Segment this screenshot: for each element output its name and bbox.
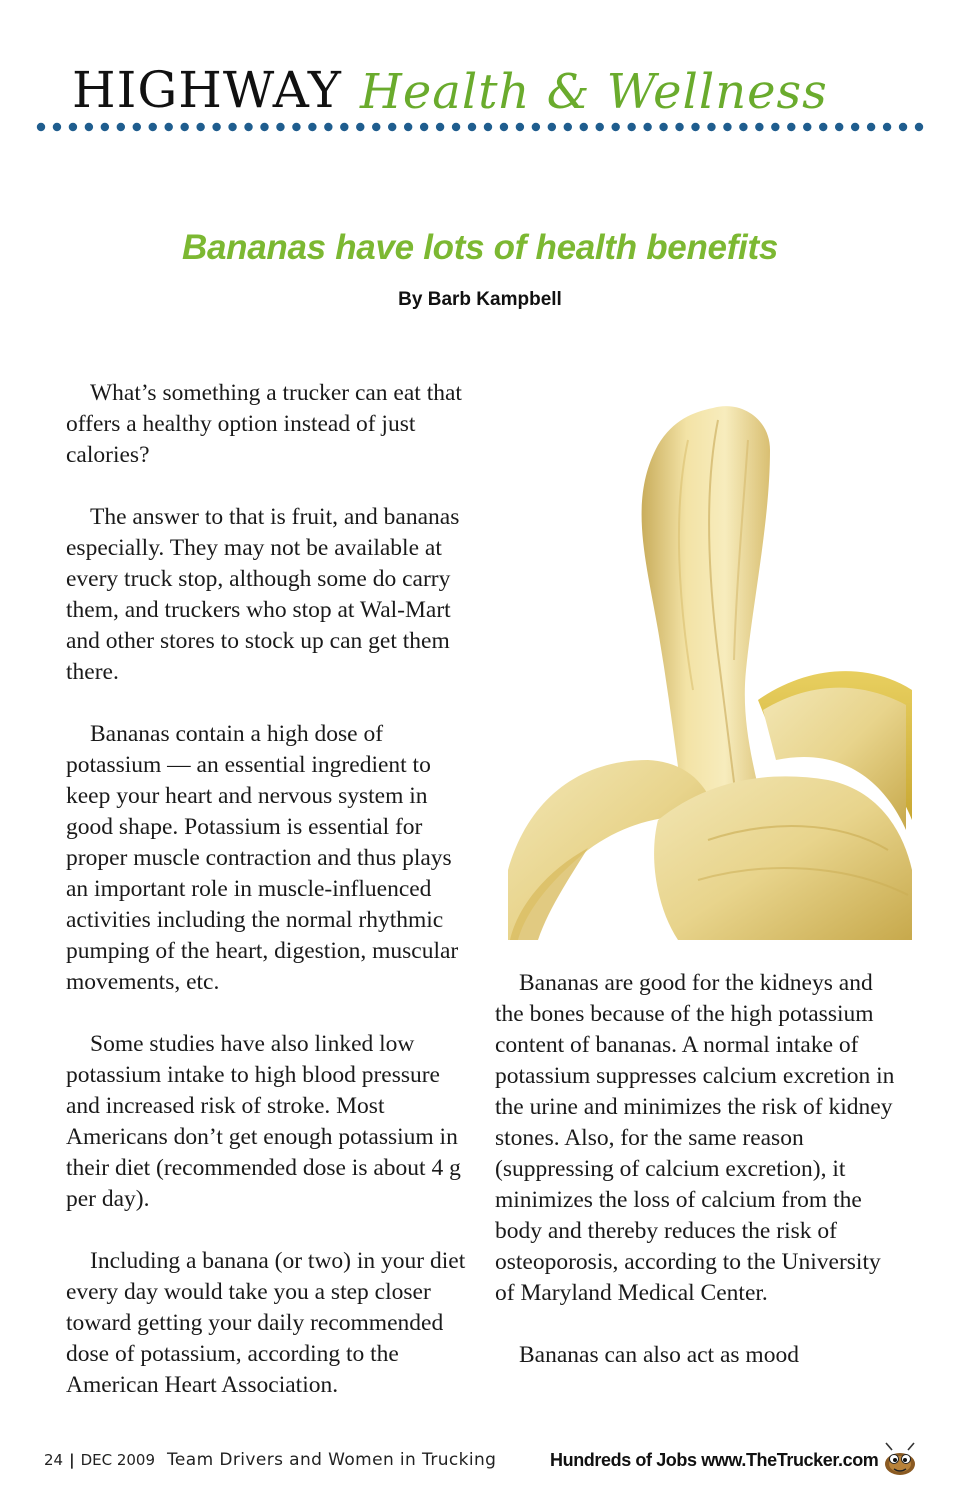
- rule-dot: [627, 123, 635, 131]
- footer-tagline: Hundreds of Jobs www.TheTrucker.com: [550, 1450, 879, 1470]
- rule-dot: [85, 123, 93, 131]
- masthead-highway: HIGHWAY: [72, 61, 342, 119]
- masthead-health-wellness: Health & Wellness: [360, 64, 828, 120]
- rule-dot: [228, 123, 236, 131]
- rule-dot: [53, 123, 61, 131]
- paragraph: Including a banana (or two) in your diet every day would take you a step closer toward getting your daily recommended dose of potassium, according to the American Heart Association.: [66, 1248, 466, 1398]
- masthead: [72, 58, 912, 122]
- article-title: Bananas have lots of health benefits: [181, 228, 778, 267]
- masthead-dot-rule: [36, 121, 924, 133]
- rule-dot: [707, 123, 715, 131]
- rule-dot: [883, 123, 891, 131]
- rule-dot: [404, 123, 412, 131]
- rule-dot: [340, 123, 348, 131]
- rule-dot: [452, 123, 460, 131]
- rule-dot: [548, 123, 556, 131]
- rule-dot: [675, 123, 683, 131]
- rule-dot: [372, 123, 380, 131]
- paragraph: Bananas contain a high dose of potassium — an essential ingredient to keep your heart and nervous system in good shape. Potassium is essential for proper muscle contraction and thus plays an important role in muscle-influenced activities including the normal rhythmic pumping of the heart, digestion, muscular movements, etc.: [66, 721, 459, 995]
- rule-dot: [915, 123, 923, 131]
- rule-dot: [276, 123, 284, 131]
- rule-dot: [516, 123, 524, 131]
- rule-dot: [611, 123, 619, 131]
- rule-dot: [196, 123, 204, 131]
- rule-dot: [596, 123, 604, 131]
- rule-dot: [484, 123, 492, 131]
- bug-mascot-icon: [880, 1442, 920, 1478]
- rule-dot: [420, 123, 428, 131]
- rule-dot: [643, 123, 651, 131]
- rule-dot: [117, 123, 125, 131]
- paragraph: Bananas can also act as mood: [519, 1342, 799, 1368]
- rule-dot: [149, 123, 157, 131]
- rule-dot: [212, 123, 220, 131]
- rule-dot: [308, 123, 316, 131]
- rule-dot: [244, 123, 252, 131]
- paragraph: The answer to that is fruit, and bananas especially. They may not be available at every truck stop, although some do carry them, and truckers who stop at Wal-Mart and other stores to stock up can get them there.: [66, 504, 460, 685]
- rule-dot: [37, 123, 45, 131]
- issue-date: DEC 2009: [80, 1451, 156, 1469]
- rule-dot: [835, 123, 843, 131]
- rule-dot: [899, 123, 907, 131]
- rule-dot: [532, 123, 540, 131]
- rule-dot: [867, 123, 875, 131]
- rule-dot: [292, 123, 300, 131]
- rule-dot: [133, 123, 141, 131]
- paragraph: Bananas are good for the kidneys and the bones because of the high potassium content of bananas. A normal intake of potassium suppresses calcium excretion in the urine and minimizes the risk of kidney stones. Also, for the same reason (suppressing of calcium excretion), it minimizes the loss of calcium from the body and thereby reduces the risk of osteoporosis, according to the University of Maryland Medical Center.: [495, 970, 895, 1306]
- rule-dot: [356, 123, 364, 131]
- publication-name: Team Drivers and Women in Trucking: [167, 1450, 497, 1470]
- page-number: 24: [44, 1451, 64, 1469]
- folio-separator: |: [69, 1451, 75, 1469]
- rule-dot: [803, 123, 811, 131]
- rule-dot: [468, 123, 476, 131]
- rule-dot: [659, 123, 667, 131]
- rule-dot: [787, 123, 795, 131]
- rule-dot: [723, 123, 731, 131]
- rule-dot: [771, 123, 779, 131]
- rule-dot: [819, 123, 827, 131]
- rule-dot: [324, 123, 332, 131]
- rule-dot: [691, 123, 699, 131]
- rule-dot: [260, 123, 268, 131]
- paragraph: What’s something a trucker can eat that offers a healthy option instead of just calories?: [66, 380, 462, 468]
- rule-dot: [436, 123, 444, 131]
- article-column-right: [495, 968, 900, 1371]
- paragraph: Some studies have also linked low potassium intake to high blood pressure and increased risk of stroke. Most Americans don’t get enough potassium in their diet (recommended dose is about 4 g per day).: [66, 1031, 461, 1212]
- rule-dot: [564, 123, 572, 131]
- rule-dot: [388, 123, 396, 131]
- rule-dot: [69, 123, 77, 131]
- rule-dot: [180, 123, 188, 131]
- rule-dot: [755, 123, 763, 131]
- rule-dot: [580, 123, 588, 131]
- footer-folio: [44, 1450, 496, 1470]
- rule-dot: [851, 123, 859, 131]
- rule-dot: [101, 123, 109, 131]
- article-column-left: [66, 378, 471, 1401]
- rule-dot: [165, 123, 173, 131]
- peeled-banana-image: [508, 400, 912, 940]
- article-byline: By Barb Kampbell: [398, 289, 562, 310]
- rule-dot: [739, 123, 747, 131]
- rule-dot: [500, 123, 508, 131]
